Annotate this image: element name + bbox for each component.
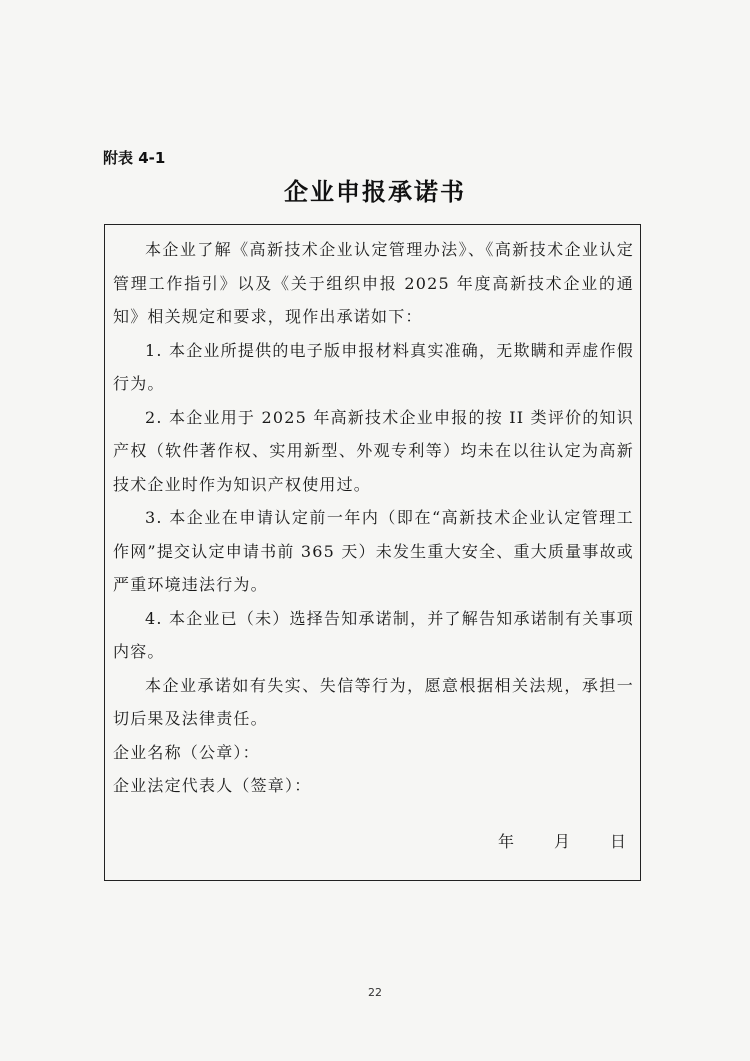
company-name-label: 企业名称（公章）：: [113, 742, 260, 762]
page-number: 22: [368, 986, 382, 999]
commitment-item-2: 2. 本企业用于 2025 年高新技术企业申报的按 II 类评价的知识产权（软件著作权、实用新型、外观专利等）均未在以往认定为高新技术企业时作为知识产权使用过。: [113, 407, 634, 494]
page-title: 企业申报承诺书: [284, 177, 466, 206]
commitment-frame: [104, 224, 641, 881]
date-month: 月: [553, 832, 570, 851]
date-day: 日: [609, 832, 626, 851]
date-line: [105, 825, 626, 858]
legal-representative-label: 企业法定代表人（签章）：: [113, 776, 312, 795]
appendix-label: 附表 4-1: [103, 149, 166, 167]
date-year: 年: [497, 832, 514, 851]
intro-paragraph: 本企业了解《高新技术企业认定管理办法》、《高新技术企业认定管理工作指引》以及《关于组织申报 2025 年度高新技术企业的通知》相关规定和要求，现作出承诺如下：: [113, 240, 634, 326]
commitment-item-3: 3. 本企业在申请认定前一年内（即在“高新技术企业认定管理工作网”提交认定申请书前 365 天）未发生重大安全、重大质量事故或严重环境违法行为。: [113, 508, 634, 594]
commitment-item-4: 4. 本企业已（未）选择告知承诺制，并了解告知承诺制有关事项内容。: [113, 608, 634, 661]
liability-paragraph: 本企业承诺如有失实、失信等行为，愿意根据相关法规，承担一切后果及法律责任。: [113, 675, 634, 728]
commitment-item-1: 1. 本企业所提供的电子版申报材料真实准确，无欺瞒和弄虚作假行为。: [113, 340, 634, 393]
commitment-body: [113, 233, 634, 803]
